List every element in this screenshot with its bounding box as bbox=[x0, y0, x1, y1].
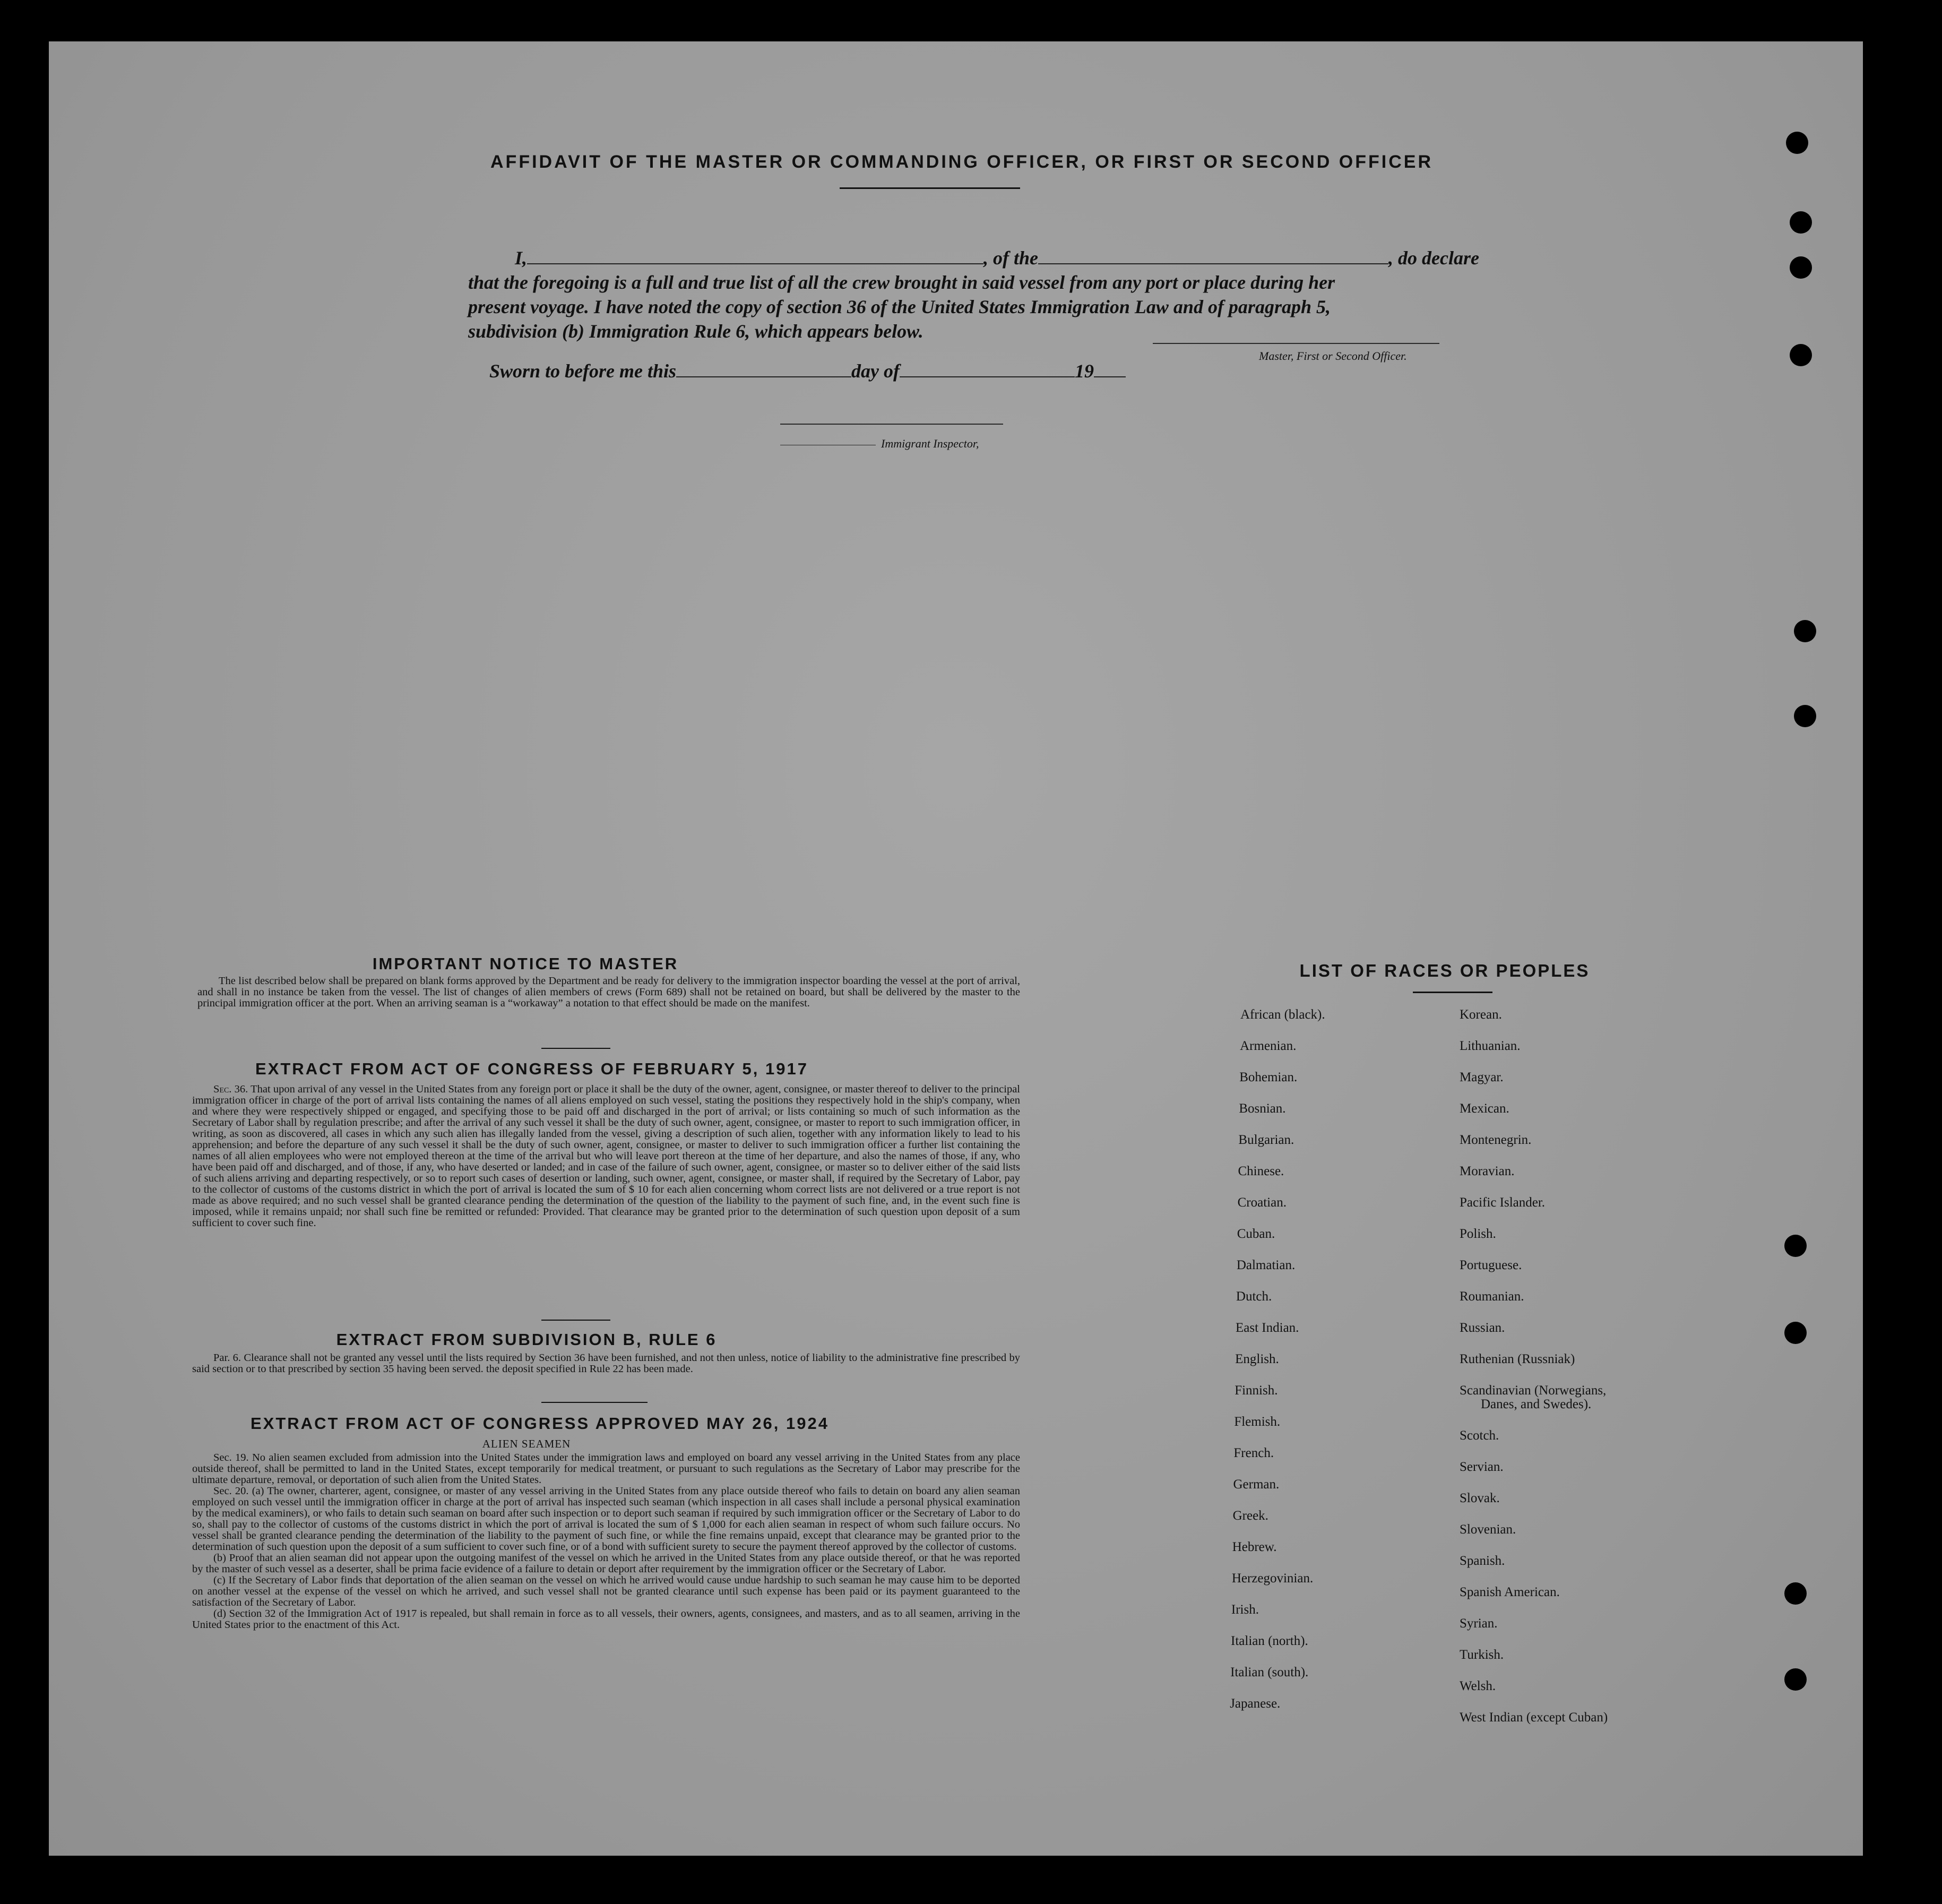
race-item: Servian. bbox=[1460, 1460, 1504, 1474]
master-signature-caption: Master, First or Second Officer. bbox=[1259, 349, 1407, 363]
race-item: German. bbox=[1233, 1477, 1280, 1492]
act-1917-title: EXTRACT FROM ACT OF CONGRESS OF FEBRUARY 5, 1917 bbox=[255, 1059, 808, 1078]
notice-title: IMPORTANT NOTICE TO MASTER bbox=[372, 954, 679, 973]
rule6-text bbox=[192, 1352, 1020, 1375]
race-item: Slovak. bbox=[1460, 1491, 1500, 1505]
act-1917-section: Sec. 36. bbox=[213, 1083, 248, 1095]
act-1917-rule bbox=[541, 1320, 610, 1321]
race-item: Croatian. bbox=[1237, 1195, 1287, 1210]
day-of-label: day of bbox=[851, 360, 900, 382]
act-1924-sec20a: Sec. 20. (a) The owner, charterer, agent, consignee, or master of any vessel arriving in the United States from any place outside thereof who fails to detain on board any alien seaman employed on such vessel until the immigration officer in charge at the port of arrival has inspected such seaman (which inspection in all cases shall include a personal physical examination by the medical examiners), or who fails to detain such seaman on board after such inspection or to deport such seaman if required by such immigration officer or the Secretary of Labor to do so, shall pay to the collector of customs of the customs district in which the port of arrival is located the sum of $ 1,000 for each alien seaman in respect of whom such failure occurs. No vessel shall be granted clearance pending the determination of the liability to the payment of such fine, or while the fine remains unpaid, except that clearance may be granted prior to the determination of such question upon the deposit of a sum sufficient to cover such fine, or of a bond with sufficient surety to secure the payment thereof approved by the collector of customs. bbox=[192, 1485, 1020, 1553]
act-1924-sec20b: (b) Proof that an alien seaman did not appear upon the outgoing manifest of the vessel on which he arrived in the United States from any place outside thereof, or that he was reported by the master of such vessel as a deserter, shall be prima facie evidence of a failure to detain or deport after requirement by the immigration officer or the Secretary of Labor. bbox=[192, 1552, 1020, 1575]
race-item: Italian (south). bbox=[1230, 1665, 1309, 1679]
race-item: Spanish American. bbox=[1460, 1585, 1560, 1599]
affidavit-line-2: that the foregoing is a full and true list of all the crew brought in said vessel from any port or place during her bbox=[468, 272, 1335, 293]
year-prefix: 19 bbox=[1075, 360, 1094, 382]
sworn-day-field[interactable] bbox=[676, 371, 851, 377]
race-item: Bohemian. bbox=[1239, 1070, 1298, 1084]
punch-hole bbox=[1784, 1322, 1807, 1344]
race-item: Portuguese. bbox=[1460, 1258, 1522, 1272]
race-item: Roumanian. bbox=[1460, 1289, 1524, 1304]
do-declare-label: , do declare bbox=[1388, 247, 1479, 269]
act-1917-body: That upon arrival of any vessel in the United States from any foreign port or place it shall be the duty of the owner, agent, consignee, or master thereof to deliver to the principal immigration officer in charge of the port of arrival lists containing the names of all aliens employed on such vessel, stating the positions they respectively hold in the ship's company, when and where they were respectively shipped or engaged, and specifying those to be paid off and discharged in the port of arrival; or lists containing so much of such information as the Secretary of Labor shall by regulation prescribe; and after the arrival of any such vessel it shall be the duty of such owner, agent, consignee, or master to report to such immigration officer, in writing, as soon as discovered, all cases in which any such alien has illegally landed from the vessel, giving a description of such alien, together with any information likely to lead to his apprehension; and before the departure of any such vessel it shall be the duty of such owner, agent, consignee, or master to deliver to such immigration officer a further list containing the names of all alien employees who were not employed thereon at the time of the arrival but who will leave port thereon at the time of her departure, and also the names of those, if any, who have been paid off and discharged, and of those, if any, who have deserted or landed; and in case of the failure of such owner, agent, consignee, or master so to deliver either of the said lists of such aliens arriving and departing respectively, or so to report such cases of desertion or landing, such owner, agent, consignee, or master shall, if required by the Secretary of Labor, pay to the collector of customs of the customs district in which the port of arrival is located the sum of $ 10 for each alien concerning whom correct lists are not delivered or a true report is not made as above required; and no such vessel shall be granted clearance pending the determination of the question of the liability to the payment of such fine, and, in the event such fine is imposed, while it remains unpaid; nor shall such fine be remitted or refunded: Provided. That clearance may be granted prior to the determination of such question upon deposit of a sum sufficient to cover such fine. bbox=[192, 1083, 1020, 1229]
race-item: Flemish. bbox=[1234, 1415, 1281, 1429]
punch-hole bbox=[1784, 1235, 1807, 1257]
punch-hole bbox=[1784, 1668, 1807, 1691]
punch-hole bbox=[1794, 620, 1816, 642]
race-item: Lithuanian. bbox=[1460, 1039, 1521, 1053]
act-1917-paragraph bbox=[192, 1084, 1020, 1229]
affidavit-line-1 bbox=[468, 246, 1492, 270]
notice-text bbox=[197, 976, 1020, 1009]
punch-hole bbox=[1790, 344, 1812, 366]
race-item: Welsh. bbox=[1460, 1679, 1496, 1693]
race-item: Bosnian. bbox=[1239, 1101, 1286, 1116]
affidavit-i-label: I, bbox=[515, 247, 528, 269]
race-item: Spanish. bbox=[1460, 1554, 1505, 1568]
race-item: Greek. bbox=[1232, 1509, 1268, 1523]
sworn-year-field[interactable] bbox=[1094, 371, 1126, 377]
act-1917-text bbox=[192, 1084, 1020, 1229]
inspector-signature-line[interactable] bbox=[780, 424, 1003, 425]
race-item: Ruthenian (Russniak) bbox=[1460, 1352, 1575, 1366]
race-item: African (black). bbox=[1240, 1007, 1325, 1022]
inspector-caption: Immigrant Inspector, bbox=[881, 437, 979, 450]
race-item: Magyar. bbox=[1460, 1070, 1504, 1084]
race-item: East Indian. bbox=[1236, 1321, 1299, 1335]
sworn-month-field[interactable] bbox=[900, 371, 1075, 377]
affidavit-line-4: subdivision (b) Immigration Rule 6, which appears below. bbox=[468, 321, 923, 342]
race-item: French. bbox=[1233, 1446, 1274, 1460]
race-item: Montenegrin. bbox=[1460, 1133, 1532, 1147]
sworn-label: Sworn to before me this bbox=[489, 360, 677, 382]
sworn-line bbox=[489, 360, 1126, 382]
rule6-rule bbox=[541, 1402, 648, 1403]
race-item: Japanese. bbox=[1230, 1696, 1281, 1711]
act-1924-sec20d: (d) Section 32 of the Immigration Act of 1917 is repealed, but shall remain in force as to all vessels, their owners, agents, consignees, and masters, and as to all seamen, arriving in the United States prior to the enactment of this Act. bbox=[192, 1608, 1020, 1631]
race-item: Russian. bbox=[1460, 1321, 1505, 1335]
race-item: Polish. bbox=[1460, 1227, 1496, 1241]
form-sheet bbox=[49, 41, 1863, 1856]
race-item: Bulgarian. bbox=[1238, 1133, 1294, 1147]
race-item: Pacific Islander. bbox=[1460, 1195, 1546, 1210]
race-item: Irish. bbox=[1231, 1603, 1259, 1617]
vessel-field[interactable] bbox=[1038, 258, 1388, 264]
races-title-rule bbox=[1413, 992, 1492, 993]
act-1924-subtitle: ALIEN SEAMEN bbox=[482, 1437, 571, 1450]
act-1924-title: EXTRACT FROM ACT OF CONGRESS APPROVED MAY 26, 1924 bbox=[251, 1414, 829, 1433]
race-item: Syrian. bbox=[1460, 1616, 1498, 1631]
race-item: Chinese. bbox=[1238, 1164, 1284, 1178]
punch-hole bbox=[1790, 256, 1812, 279]
races-title: LIST OF RACES OR PEOPLES bbox=[1299, 961, 1590, 980]
affidavit-body bbox=[468, 246, 1492, 343]
race-item: Hebrew. bbox=[1232, 1540, 1277, 1554]
punch-hole bbox=[1794, 705, 1816, 727]
master-signature-line[interactable] bbox=[1153, 343, 1439, 344]
race-item: Scandinavian (Norwegians, bbox=[1460, 1383, 1607, 1398]
affidavit-title-rule bbox=[840, 187, 1020, 189]
punch-hole bbox=[1786, 132, 1808, 154]
name-field[interactable] bbox=[527, 258, 983, 264]
race-item: Mexican. bbox=[1460, 1101, 1509, 1116]
notice-rule bbox=[541, 1048, 610, 1049]
race-item: Turkish. bbox=[1460, 1648, 1504, 1662]
notice-paragraph: The list described below shall be prepared on blank forms approved by the Department and be ready for delivery to the immigration inspector boarding the vessel at the port of arrival, and shall in no instance be taken from the vessel. The list of changes of alien members of crews (Form 689) shall not be retained on board, but shall be delivered by the master to the principal immigration officer at the port. When an arriving seaman is a “workaway” a notation to that effect should be made on the manifest. bbox=[197, 975, 1020, 1009]
punch-hole bbox=[1790, 211, 1812, 234]
race-item: Armenian. bbox=[1240, 1039, 1297, 1053]
race-item: West Indian (except Cuban) bbox=[1460, 1710, 1608, 1725]
act-1924-text bbox=[192, 1452, 1020, 1631]
race-item: Finnish. bbox=[1235, 1383, 1278, 1398]
race-item: Herzegovinian. bbox=[1231, 1571, 1314, 1586]
race-item: Danes, and Swedes). bbox=[1481, 1397, 1592, 1411]
affidavit-line-3: present voyage. I have noted the copy of section 36 of the United States Immigration Law and of paragraph 5, bbox=[468, 296, 1331, 317]
race-item: Slovenian. bbox=[1460, 1522, 1516, 1537]
rule6-title: EXTRACT FROM SUBDIVISION B, RULE 6 bbox=[336, 1330, 717, 1349]
punch-hole bbox=[1784, 1582, 1807, 1605]
race-item: Cuban. bbox=[1237, 1227, 1275, 1241]
race-item: Dalmatian. bbox=[1236, 1258, 1296, 1272]
race-item: Moravian. bbox=[1460, 1164, 1515, 1178]
race-item: Italian (north). bbox=[1231, 1634, 1308, 1648]
of-the-label: , of the bbox=[983, 247, 1039, 269]
race-item: Dutch. bbox=[1236, 1289, 1272, 1304]
race-item: Korean. bbox=[1460, 1007, 1502, 1022]
race-item: English. bbox=[1235, 1352, 1279, 1366]
race-item: Scotch. bbox=[1460, 1428, 1499, 1443]
affidavit-title: AFFIDAVIT OF THE MASTER OR COMMANDING OFFICER, OR FIRST OR SECOND OFFICER bbox=[490, 152, 1433, 172]
rule6-paragraph: Par. 6. Clearance shall not be granted any vessel until the lists required by Section 36 have been furnished, and not then unless, notice of liability to the administrative fine prescribed by said section or to that prescribed by section 35 having been served. the deposit specified in Rule 22 has been made. bbox=[192, 1352, 1020, 1375]
act-1924-sec20c: (c) If the Secretary of Labor finds that deportation of the alien seaman on the vessel on which he arrived would cause undue hardship to such seaman he may cause him to be deported on another vessel at the expense of the vessel on which he arrived, and such vessel shall not be granted clearance until such expense has been paid or its payment guaranteed to the satisfaction of the Secretary of Labor. bbox=[192, 1574, 1020, 1608]
act-1924-sec19: Sec. 19. No alien seamen excluded from admission into the United States under the immigration laws and employed on board any vessel arriving in the United States from any place outside thereof, shall be permitted to land in the United States, except temporarily for medical treatment, or pursuant to such regulations as the Secretary of Labor may prescribe for the ultimate departure, removal, or deportation of such alien from the United States. bbox=[192, 1452, 1020, 1486]
